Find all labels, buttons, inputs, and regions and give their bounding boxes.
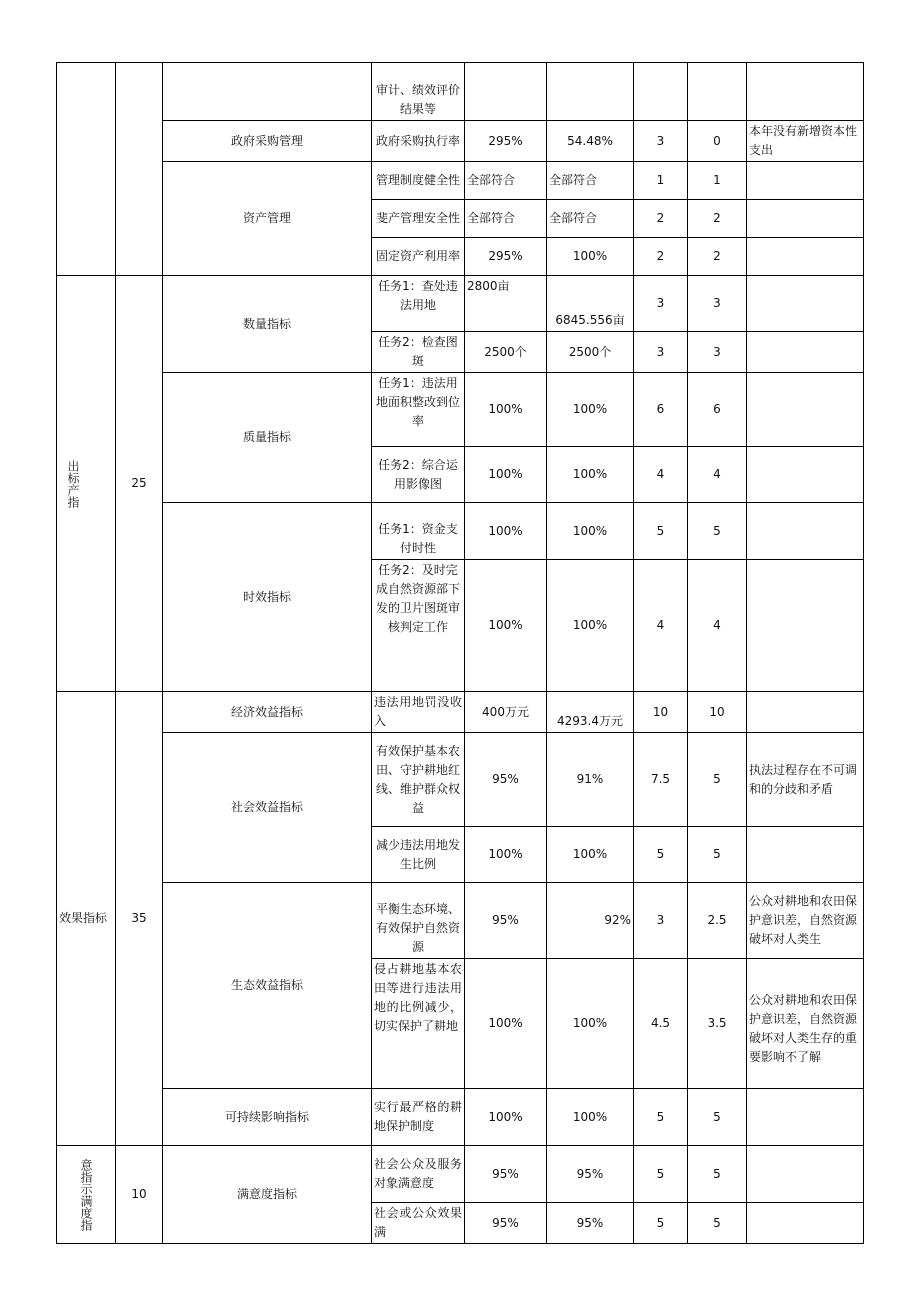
cell-weight: 3 [634,883,688,959]
cell-target: 2800亩 [465,276,547,332]
cell-score: 5 [688,1203,747,1244]
cell-target: 95% [465,1203,547,1244]
cell-target: 400万元 [465,692,547,733]
cell-indicator-l3: 平衡生态环境、有效保护自然资源 [372,883,465,959]
cell-weight: 5 [634,1146,688,1203]
table-row [57,121,864,162]
cell-level1-output [57,276,116,692]
cell-remark [747,692,864,733]
cell-indicator-l3: 任务1：查处违法用地 [372,276,465,332]
cell-actual: 100% [547,373,634,447]
cell-indicator-l3: 实行最严格的耕地保护制度 [372,1089,465,1146]
cell-target: 全部符合 [465,200,547,238]
cell-indicator-l3: 社会公众及服务对象满意度 [372,1146,465,1203]
cell-score: 3.5 [688,959,747,1089]
cell-indicator-l2: 经济效益指标 [163,692,372,733]
cell-target: 100% [465,959,547,1089]
cell-indicator-l3: 政府采购执行率 [372,121,465,162]
cell-remark [747,1146,864,1203]
cell-target: 95% [465,883,547,959]
cell-target: 100% [465,560,547,692]
cell-indicator-l2: 资产管理 [163,162,372,276]
cell-remark [747,63,864,121]
cell-actual: 全部符合 [547,162,634,200]
cell-indicator-l3: 有效保护基本农田、守护耕地红线、维护群众权益 [372,733,465,827]
cell-score: 5 [688,503,747,560]
cell-weight: 3 [634,332,688,373]
cell-target: 295% [465,238,547,276]
cell-remark [747,276,864,332]
cell-remark: 本年没有新增资本性支出 [747,121,864,162]
table-row [57,63,864,121]
cell-level1-continued [57,63,116,276]
table-row [57,883,864,959]
performance-indicator-table [56,62,864,1244]
cell-remark [747,503,864,560]
cell-score: 6 [688,373,747,447]
cell-target: 2500个 [465,332,547,373]
cell-indicator-l3: 任务1：违法用地面积整改到位率 [372,373,465,447]
table-row [57,733,864,827]
cell-actual: 100% [547,1089,634,1146]
cell-actual: 54.48% [547,121,634,162]
level1-satisfaction-label: 意指示满度指 [79,1158,93,1231]
cell-remark [747,162,864,200]
cell-score-continued [116,63,163,276]
table-row [57,692,864,733]
cell-actual: 95% [547,1203,634,1244]
cell-remark [747,1089,864,1146]
cell-actual: 2500个 [547,332,634,373]
cell-score: 3 [688,332,747,373]
cell-weight [634,63,688,121]
cell-score-satisfaction: 10 [116,1146,163,1244]
cell-indicator-l2: 质量指标 [163,373,372,503]
cell-indicator-l2: 生态效益指标 [163,883,372,1089]
cell-remark [747,1203,864,1244]
cell-actual: 91% [547,733,634,827]
cell-remark: 执法过程存在不可调和的分歧和矛盾 [747,733,864,827]
cell-weight: 7.5 [634,733,688,827]
cell-indicator-l3: 侵占耕地基本农田等进行违法用地的比例减少，切实保护了耕地 [372,959,465,1089]
cell-target: 全部符合 [465,162,547,200]
cell-indicator-l3: 任务2：及时完成自然资源部下发的卫片图斑审核判定工作 [372,560,465,692]
cell-level1-effect: 效果指标 [57,692,116,1146]
cell-score: 1 [688,162,747,200]
cell-score: 2 [688,200,747,238]
cell-weight: 5 [634,1089,688,1146]
cell-target: 95% [465,733,547,827]
table-row [57,1089,864,1146]
cell-indicator-l2: 政府采购管理 [163,121,372,162]
cell-indicator-l3: 任务2：综合运用影像图 [372,447,465,503]
cell-actual: 100% [547,503,634,560]
cell-score: 5 [688,1089,747,1146]
cell-target: 100% [465,827,547,883]
cell-score: 5 [688,827,747,883]
table-row [57,276,864,332]
cell-indicator-l3: 违法用地罚没收入 [372,692,465,733]
cell-score: 2 [688,238,747,276]
cell-remark: 公众对耕地和农田保护意识差，自然资源破坏对人类生存的重要影响不了解 [747,959,864,1089]
cell-score-effect: 35 [116,692,163,1146]
cell-target: 100% [465,1089,547,1146]
table-row [57,1146,864,1203]
cell-remark [747,447,864,503]
cell-actual: 100% [547,560,634,692]
cell-target: 295% [465,121,547,162]
cell-actual: 100% [547,447,634,503]
cell-indicator-l2: 可持续影响指标 [163,1089,372,1146]
cell-target [465,63,547,121]
cell-indicator-l3: 固定资产利用率 [372,238,465,276]
cell-level1-satisfaction [57,1146,116,1244]
cell-remark [747,200,864,238]
cell-indicator-l3: 斐产管理安全性 [372,200,465,238]
cell-score: 3 [688,276,747,332]
cell-weight: 10 [634,692,688,733]
cell-weight: 4 [634,447,688,503]
cell-weight: 3 [634,121,688,162]
cell-indicator-l3: 管理制度健全性 [372,162,465,200]
cell-indicator-l3: 社会或公众效果满 [372,1203,465,1244]
table-row [57,503,864,560]
cell-score: 5 [688,1146,747,1203]
cell-actual: 95% [547,1146,634,1203]
cell-indicator-l3: 减少违法用地发生比例 [372,827,465,883]
cell-weight: 4 [634,560,688,692]
cell-weight: 2 [634,238,688,276]
cell-actual: 6845.556亩 [547,276,634,332]
cell-target: 95% [465,1146,547,1203]
cell-target: 100% [465,447,547,503]
cell-weight: 1 [634,162,688,200]
cell-score: 4 [688,447,747,503]
cell-weight: 2 [634,200,688,238]
cell-weight: 5 [634,1203,688,1244]
cell-weight: 5 [634,503,688,560]
cell-weight: 5 [634,827,688,883]
cell-remark [747,373,864,447]
cell-score [688,63,747,121]
cell-indicator-l2 [163,63,372,121]
cell-actual: 100% [547,959,634,1089]
cell-indicator-l2: 时效指标 [163,503,372,692]
cell-score-output: 25 [116,276,163,692]
cell-actual: 92% [547,883,634,959]
cell-indicator-l2: 数量指标 [163,276,372,373]
cell-actual: 100% [547,827,634,883]
cell-indicator-l3: 审计、绩效评价结果等 [372,63,465,121]
cell-remark [747,827,864,883]
cell-score: 10 [688,692,747,733]
cell-actual: 全部符合 [547,200,634,238]
cell-remark: 公众对耕地和农田保护意识差，自然资源破坏对人类生 [747,883,864,959]
cell-score: 0 [688,121,747,162]
cell-target: 100% [465,503,547,560]
cell-weight: 4.5 [634,959,688,1089]
cell-actual: 100% [547,238,634,276]
cell-weight: 3 [634,276,688,332]
cell-score: 4 [688,560,747,692]
cell-indicator-l2: 满意度指标 [163,1146,372,1244]
table-row [57,162,864,200]
cell-remark [747,238,864,276]
table-row [57,373,864,447]
level1-output-label: 出标产指 [66,459,80,508]
cell-score: 2.5 [688,883,747,959]
cell-indicator-l2: 社会效益指标 [163,733,372,883]
cell-actual: 4293.4万元 [547,692,634,733]
cell-remark [747,560,864,692]
cell-indicator-l3: 任务2：检查图斑 [372,332,465,373]
cell-actual [547,63,634,121]
cell-indicator-l3: 任务1：资金支付时性 [372,503,465,560]
cell-weight: 6 [634,373,688,447]
cell-score: 5 [688,733,747,827]
cell-target: 100% [465,373,547,447]
cell-remark [747,332,864,373]
